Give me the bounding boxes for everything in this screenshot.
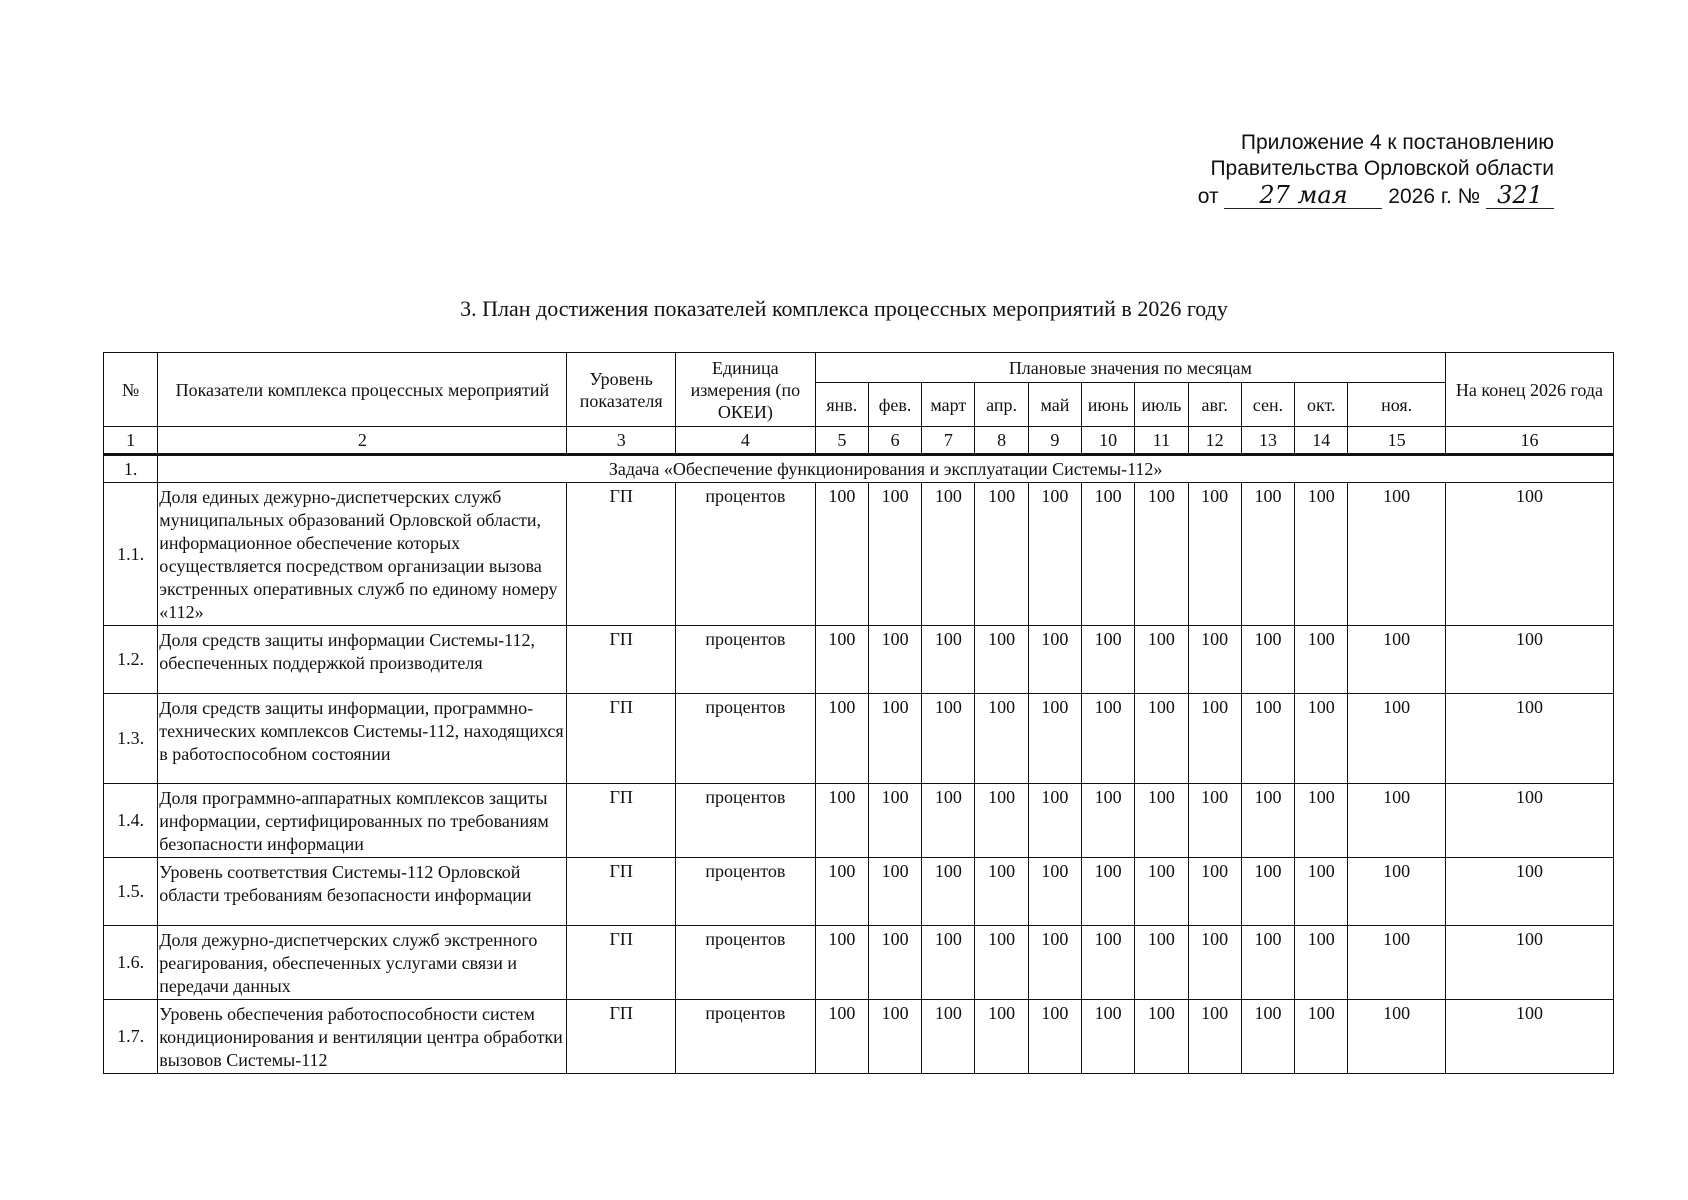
column-number: 4 (675, 427, 815, 455)
month-value: 100 (868, 1000, 921, 1074)
month-value: 100 (868, 784, 921, 858)
indicator-name: Уровень обеспечения работоспособности систем кондиционирования и вентиляции центра обработки вызовов Системы-112 (158, 1000, 567, 1074)
month-value: 100 (1188, 483, 1241, 626)
month-value: 100 (1135, 694, 1188, 784)
month-value: 100 (1082, 926, 1135, 1000)
task-row (104, 455, 1614, 483)
appendix-date-line (1174, 182, 1554, 210)
month-value: 100 (1188, 926, 1241, 1000)
column-number: 9 (1028, 427, 1081, 455)
table-row (104, 1000, 1614, 1074)
month-value: 100 (1348, 926, 1446, 1000)
month-value: 100 (1188, 694, 1241, 784)
month-value: 100 (975, 1000, 1028, 1074)
month-value: 100 (1241, 694, 1294, 784)
month-value: 100 (1135, 784, 1188, 858)
month-value: 100 (1295, 784, 1348, 858)
column-number: 16 (1445, 427, 1613, 455)
header-month: окт. (1295, 383, 1348, 427)
indicator-level: ГП (567, 694, 676, 784)
month-value: 100 (1082, 858, 1135, 926)
header-month: ноя. (1348, 383, 1446, 427)
table-row (104, 626, 1614, 694)
month-value: 100 (1241, 483, 1294, 626)
header-month: июль (1135, 383, 1188, 427)
month-value: 100 (1082, 626, 1135, 694)
month-value: 100 (1241, 784, 1294, 858)
month-value: 100 (1241, 1000, 1294, 1074)
month-value: 100 (1082, 483, 1135, 626)
indicator-name: Доля средств защиты информации, программно-технических комплексов Системы-112, находящихся в работоспособном состоянии (158, 694, 567, 784)
table-row (104, 926, 1614, 1000)
month-value: 100 (1348, 483, 1446, 626)
month-value: 100 (815, 926, 868, 1000)
indicator-unit: процентов (675, 626, 815, 694)
indicator-name: Доля дежурно-диспетчерских служб экстренного реагирования, обеспеченных услугами связи и передачи данных (158, 926, 567, 1000)
task-title: Задача «Обеспечение функционирования и эксплуатации Системы-112» (158, 455, 1614, 483)
end-of-year-value: 100 (1445, 926, 1613, 1000)
month-value: 100 (1295, 626, 1348, 694)
month-value: 100 (1135, 926, 1188, 1000)
indicator-level: ГП (567, 858, 676, 926)
month-value: 100 (922, 483, 975, 626)
header-unit: Единица измерения (по ОКЕИ) (675, 353, 815, 427)
month-value: 100 (1028, 694, 1081, 784)
header-month: июнь (1082, 383, 1135, 427)
end-of-year-value: 100 (1445, 858, 1613, 926)
month-value: 100 (868, 626, 921, 694)
month-value: 100 (815, 1000, 868, 1074)
month-value: 100 (975, 926, 1028, 1000)
month-value: 100 (1241, 926, 1294, 1000)
indicator-name: Доля программно-аппаратных комплексов защиты информации, сертифицированных по требованиям безопасности информации (158, 784, 567, 858)
month-value: 100 (1135, 858, 1188, 926)
indicator-level: ГП (567, 1000, 676, 1074)
month-value: 100 (868, 926, 921, 1000)
header-num: № (104, 353, 158, 427)
column-number: 11 (1135, 427, 1188, 455)
month-value: 100 (975, 626, 1028, 694)
header-month: апр. (975, 383, 1028, 427)
column-number: 15 (1348, 427, 1446, 455)
end-of-year-value: 100 (1445, 626, 1613, 694)
month-value: 100 (1028, 784, 1081, 858)
month-value: 100 (1295, 694, 1348, 784)
month-value: 100 (1188, 858, 1241, 926)
column-number: 13 (1241, 427, 1294, 455)
header-month: янв. (815, 383, 868, 427)
column-number: 8 (975, 427, 1028, 455)
month-value: 100 (868, 858, 921, 926)
month-value: 100 (815, 626, 868, 694)
indicator-unit: процентов (675, 784, 815, 858)
month-value: 100 (1348, 1000, 1446, 1074)
handwritten-number: 321 (1486, 182, 1554, 209)
row-number: 1.3. (104, 694, 158, 784)
header-level: Уровень показателя (567, 353, 676, 427)
header-month: фев. (868, 383, 921, 427)
month-value: 100 (922, 1000, 975, 1074)
month-value: 100 (1348, 858, 1446, 926)
header-planned-values: Плановые значения по месяцам (815, 353, 1445, 383)
month-value: 100 (975, 694, 1028, 784)
appendix-header (1174, 130, 1554, 210)
month-value: 100 (1188, 1000, 1241, 1074)
row-number: 1.2. (104, 626, 158, 694)
document-title: 3. План достижения показателей комплекса процессных мероприятий в 2026 году (460, 296, 1228, 321)
header-month: сен. (1241, 383, 1294, 427)
header-end-of-year: На конец 2026 года (1445, 353, 1613, 427)
indicator-unit: процентов (675, 926, 815, 1000)
column-number: 12 (1188, 427, 1241, 455)
date-prefix: от (1197, 185, 1219, 208)
column-number: 6 (868, 427, 921, 455)
appendix-line-2: Правительства Орловской области (1210, 157, 1554, 180)
end-of-year-value: 100 (1445, 694, 1613, 784)
header-month: май (1028, 383, 1081, 427)
month-value: 100 (922, 784, 975, 858)
month-value: 100 (1028, 626, 1081, 694)
month-value: 100 (815, 694, 868, 784)
month-value: 100 (1028, 1000, 1081, 1074)
table-row (104, 694, 1614, 784)
indicator-level: ГП (567, 483, 676, 626)
month-value: 100 (1295, 483, 1348, 626)
month-value: 100 (1028, 858, 1081, 926)
column-number: 5 (815, 427, 868, 455)
header-indicators: Показатели комплекса процессных мероприятий (158, 353, 567, 427)
month-value: 100 (1188, 784, 1241, 858)
month-value: 100 (922, 926, 975, 1000)
month-value: 100 (1082, 784, 1135, 858)
month-value: 100 (922, 626, 975, 694)
indicator-name: Уровень соответствия Системы-112 Орловской области требованиям безопасности информации (158, 858, 567, 926)
month-value: 100 (975, 784, 1028, 858)
column-number: 7 (922, 427, 975, 455)
column-number: 3 (567, 427, 676, 455)
month-value: 100 (1082, 1000, 1135, 1074)
month-value: 100 (1348, 626, 1446, 694)
table-row (104, 858, 1614, 926)
indicator-level: ГП (567, 626, 676, 694)
month-value: 100 (1082, 694, 1135, 784)
month-value: 100 (1135, 1000, 1188, 1074)
header-month: март (922, 383, 975, 427)
month-value: 100 (1295, 1000, 1348, 1074)
month-value: 100 (868, 694, 921, 784)
month-value: 100 (1241, 858, 1294, 926)
month-value: 100 (975, 483, 1028, 626)
year-and-number-label: 2026 г. № (1388, 185, 1481, 208)
column-number: 10 (1082, 427, 1135, 455)
end-of-year-value: 100 (1445, 1000, 1613, 1074)
indicator-unit: процентов (675, 694, 815, 784)
row-number: 1.7. (104, 1000, 158, 1074)
table-row (104, 483, 1614, 626)
column-numbers-row (104, 427, 1614, 455)
month-value: 100 (1241, 626, 1294, 694)
column-number: 2 (158, 427, 567, 455)
column-number: 1 (104, 427, 158, 455)
month-value: 100 (1295, 858, 1348, 926)
handwritten-date: 27 мая (1224, 182, 1382, 209)
indicator-unit: процентов (675, 858, 815, 926)
header-month: авг. (1188, 383, 1241, 427)
month-value: 100 (922, 858, 975, 926)
month-value: 100 (868, 483, 921, 626)
indicator-name: Доля единых дежурно-диспетчерских служб муниципальных образований Орловской области, информационное обеспечение которых осуществляется посредством организации вызова экстренных оперативных служб по единому номеру «112» (158, 483, 567, 626)
row-number: 1.5. (104, 858, 158, 926)
month-value: 100 (922, 694, 975, 784)
indicator-unit: процентов (675, 1000, 815, 1074)
appendix-line-1: Приложение 4 к постановлению (1240, 131, 1554, 154)
month-value: 100 (1295, 926, 1348, 1000)
month-value: 100 (1188, 626, 1241, 694)
end-of-year-value: 100 (1445, 784, 1613, 858)
row-number: 1.4. (104, 784, 158, 858)
indicator-unit: процентов (675, 483, 815, 626)
month-value: 100 (1135, 483, 1188, 626)
table-row (104, 784, 1614, 858)
month-value: 100 (1348, 694, 1446, 784)
row-number: 1.6. (104, 926, 158, 1000)
month-value: 100 (815, 858, 868, 926)
month-value: 100 (815, 784, 868, 858)
column-number: 14 (1295, 427, 1348, 455)
month-value: 100 (1028, 483, 1081, 626)
month-value: 100 (1135, 626, 1188, 694)
indicator-level: ГП (567, 784, 676, 858)
month-value: 100 (1348, 784, 1446, 858)
end-of-year-value: 100 (1445, 483, 1613, 626)
task-number: 1. (104, 455, 158, 483)
month-value: 100 (815, 483, 868, 626)
indicator-level: ГП (567, 926, 676, 1000)
month-value: 100 (975, 858, 1028, 926)
row-number: 1.1. (104, 483, 158, 626)
indicator-name: Доля средств защиты информации Системы-112, обеспеченных поддержкой производителя (158, 626, 567, 694)
month-value: 100 (1028, 926, 1081, 1000)
indicators-plan-table (103, 352, 1614, 1074)
